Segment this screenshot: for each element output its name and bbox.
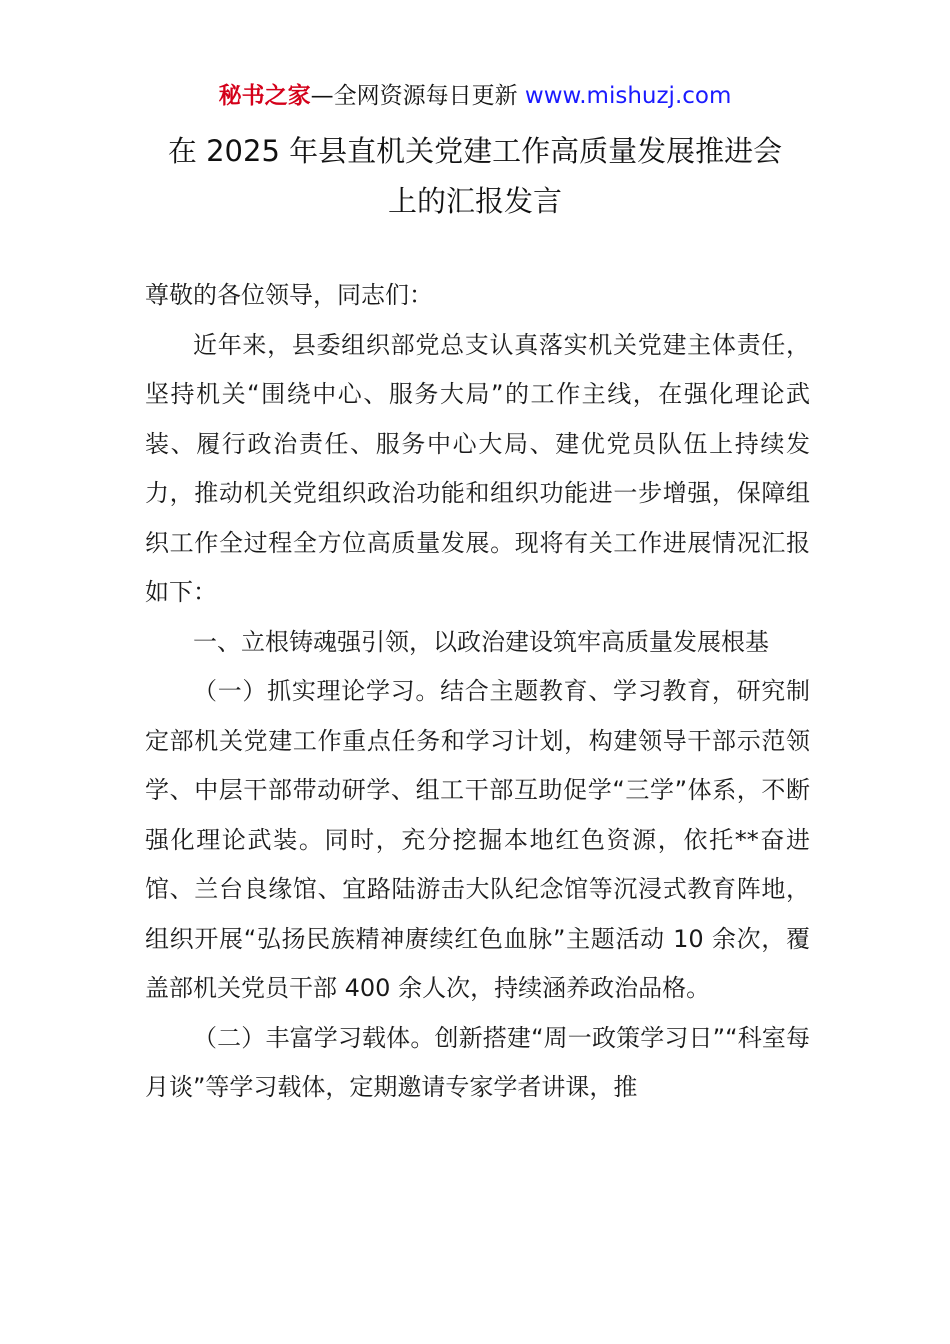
document-title-line-2: 上的汇报发言 (387, 184, 562, 218)
site-brand[interactable]: 秘书之家 (218, 83, 311, 109)
section-heading-1: 一、立根铸魂强引领，以政治建设筑牢高质量发展根基 (193, 627, 769, 656)
document-title (0, 126, 950, 226)
site-tagline: —全网资源每日更新 (310, 83, 525, 109)
salutation: 尊敬的各位领导，同志们： (145, 281, 433, 309)
intro-paragraph: 近年来，县委组织部党总支认真落实机关党建主体责任，坚持机关“围绕中心、服务大局”的工作主线，在强化理论武装、履行政治责任、服务中心大局、建优党员队伍上持续发力，推动机关党组织政治功能和组织功能进一步增强，保障组织工作全过程全方位高质量发展。现将有关工作进展情况汇报如下： (145, 330, 810, 606)
paragraph-item-2: （二）丰富学习载体。创新搭建“周一政策学习日”“科室每月谈”等学习载体，定期邀请专家学者讲课，推 (145, 1023, 810, 1101)
site-url-link[interactable]: www.mishuzj.com (524, 83, 732, 109)
document-title-line-1: 在 2025 年县直机关党建工作高质量发展推进会 (167, 134, 783, 168)
site-header (0, 80, 950, 112)
paragraph-item-1: （一）抓实理论学习。结合主题教育、学习教育，研究制定部机关党建工作重点任务和学习计划，构建领导干部示范领学、中层干部带动研学、组工干部互助促学“三学”体系，不断强化理论武装。同时，充分挖掘本地红色资源，依托**奋进馆、兰台良缘馆、宜路陆游击大队纪念馆等沉浸式教育阵地，组织开展“弘扬民族精神赓续红色血脉”主题活动 10 余次，覆盖部机关党员干部 400 余人次，持续涵养政治品格。 (145, 677, 810, 1002)
document-body (145, 271, 810, 1113)
